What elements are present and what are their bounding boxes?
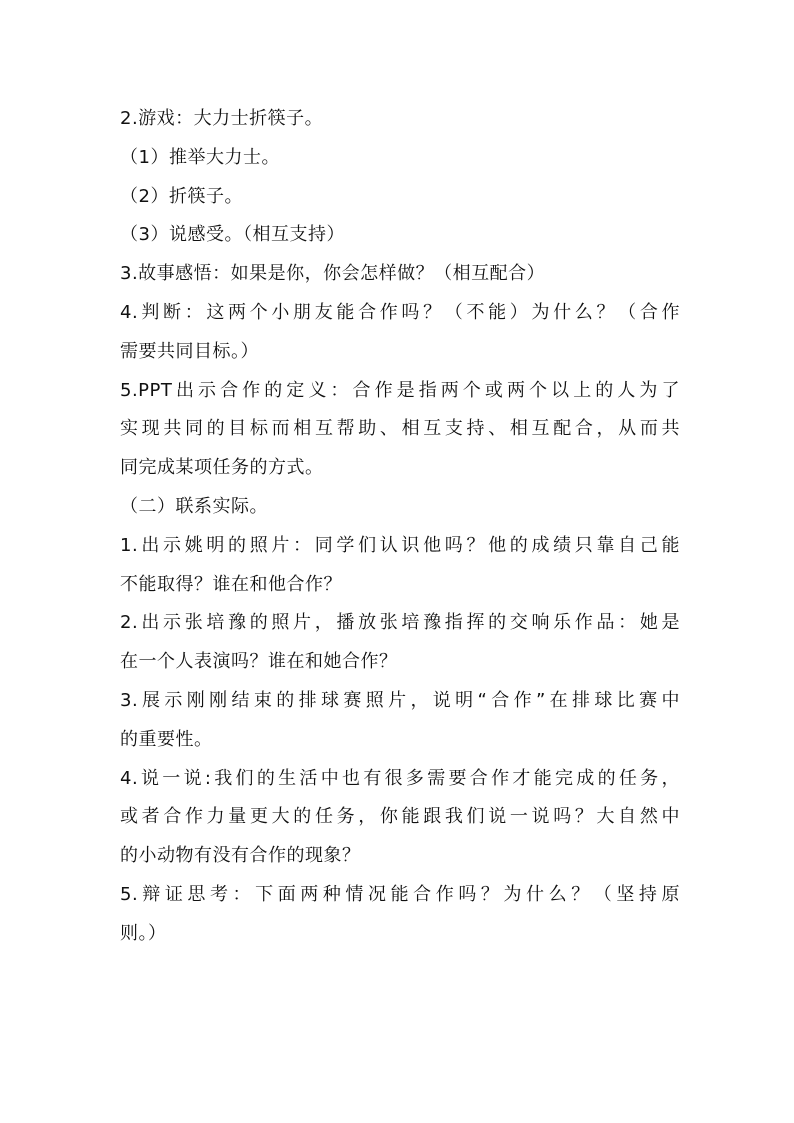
text-line-step-1: （1）推举大力士。 [120, 146, 280, 168]
text-line-yaoming-cont: 不能取得？谁在和他合作？ [120, 573, 342, 595]
text-line-yaoming: 1.出示姚明的照片：同学们认识他吗？他的成绩只靠自己能 [120, 534, 680, 556]
text-line-step-2: （2）折筷子。 [120, 185, 243, 207]
text-line-judge-cont: 需要共同目标。） [120, 340, 259, 362]
text-line-step-3: （3）说感受。（相互支持） [120, 224, 345, 246]
text-line-judge: 4.判断：这两个小朋友能合作吗？（不能）为什么？（合作 [120, 301, 680, 323]
text-line-volleyball-cont: 的重要性。 [120, 728, 213, 750]
text-line-definition-cont-2: 同完成某项任务的方式。 [120, 457, 324, 479]
text-line-discuss-cont-2: 的小动物有没有合作的现象？ [120, 845, 361, 867]
text-line-definition: 5.PPT出示合作的定义：合作是指两个或两个以上的人为了 [120, 379, 680, 401]
text-line-definition-cont-1: 实现共同的目标而相互帮助、相互支持、相互配合，从而共 [120, 418, 680, 440]
lesson-text-body [120, 100, 680, 954]
section-heading-practice: （二）联系实际。 [120, 495, 268, 517]
text-line-volleyball: 3.展示刚刚结束的排球赛照片，说明“合作”在排球比赛中 [120, 689, 680, 711]
text-line-conductor: 2.出示张培豫的照片，播放张培豫指挥的交响乐作品：她是 [120, 612, 680, 634]
text-line-dialectic-cont: 则。） [120, 922, 167, 944]
text-line-discuss: 4.说一说:我们的生活中也有很多需要合作才能完成的任务， [120, 767, 680, 789]
text-line-dialectic: 5.辩证思考：下面两种情况能合作吗？为什么？（坚持原 [120, 883, 680, 905]
text-line-game-title: 2.游戏：大力士折筷子。 [120, 108, 324, 129]
text-line-discuss-cont-1: 或者合作力量更大的任务，你能跟我们说一说吗？大自然中 [120, 806, 680, 828]
text-line-story: 3.故事感悟：如果是你，你会怎样做？（相互配合） [120, 263, 546, 285]
text-line-conductor-cont: 在一个人表演吗？谁在和她合作？ [120, 651, 398, 673]
